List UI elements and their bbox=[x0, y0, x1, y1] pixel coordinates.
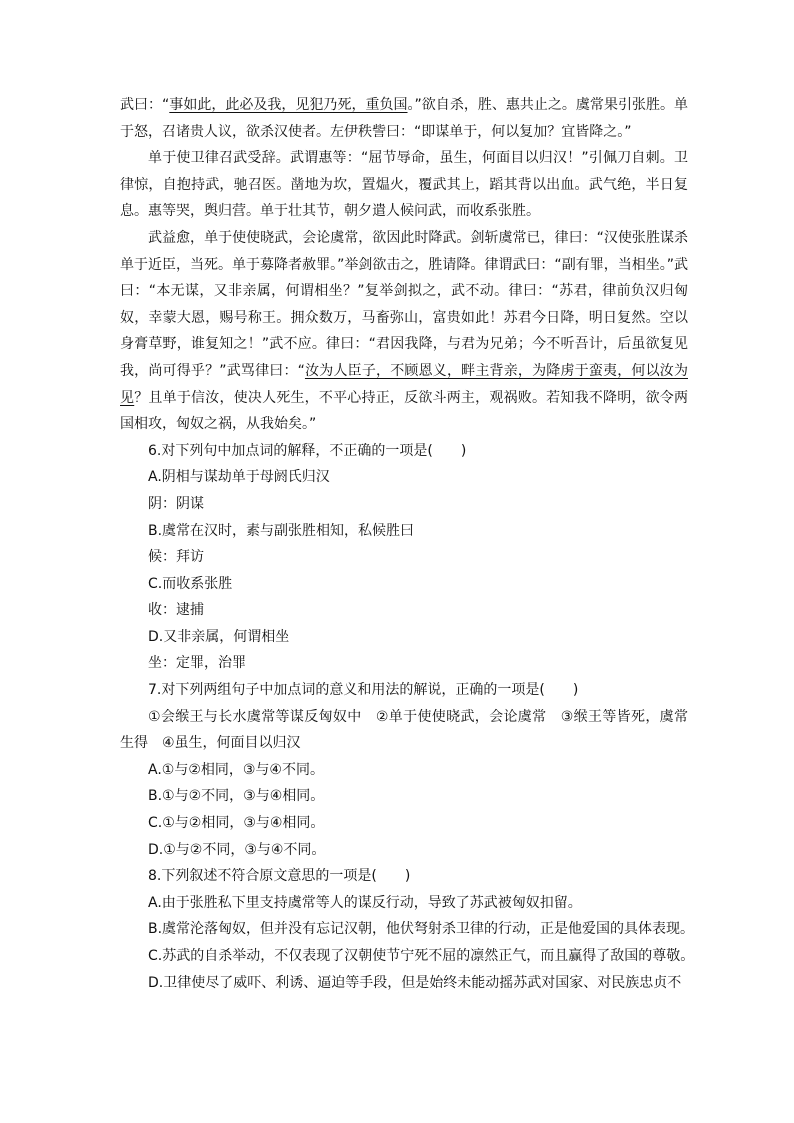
question-6-line: A.阴相与谋劫单于母阏氏归汉 bbox=[148, 469, 330, 486]
question-6-line: 阴：阴谋 bbox=[148, 495, 204, 512]
content-area bbox=[120, 92, 695, 996]
question-8-option-a: A.由于张胜私下里支持虞常等人的谋反行动，导致了苏武被匈奴扣留。 bbox=[148, 894, 582, 911]
question-8-option-b: B.虞常沦落匈奴，但并没有忘记汉朝，他伏弩射杀卫律的行动，正是他爱国的具体表现。 bbox=[148, 921, 695, 938]
passage-paragraph-3 bbox=[120, 225, 688, 438]
question-6-line: 候：拜访 bbox=[148, 549, 204, 566]
underlined-sentence: 汝为人臣子，不顾恩义，畔主背亲，为降虏于蛮夷，何以汝为见 bbox=[120, 362, 688, 406]
question-7-stem: 7.对下列两组句子中加点词的意义和用法的解说，正确的一项是( ) bbox=[148, 682, 579, 699]
question-6-line: C.而收系张胜 bbox=[148, 575, 233, 592]
question-6-line: D.又非亲属，何谓相坐 bbox=[148, 628, 290, 645]
question-8-option-c: C.苏武的自杀举动，不仅表现了汉朝使节宁死不屈的凛然正气，而且赢得了敌国的尊敬。 bbox=[148, 948, 695, 964]
segment: 武益愈，单于使使晓武，会论虞常，欲因此时降武。剑斩虞常已，律曰：“汉使张胜谋杀单于近臣，当死。单于募降者赦罪。”举剑欲击之，胜请降。律谓武曰：“副有罪，当相坐。”武曰：“本无谋，又非亲属，何谓相坐？”复举剑拟之，武不动。律曰：“苏君，律前负汉归匈奴，幸蒙大恩，赐号称王。拥众数万，马畜弥山，富贵如此！苏君今日降，明日复然。空以身膏草野，谁复知之！”武不应。律曰：“君因我降，与君为兄弟；今不听吾计，后虽欲复见我，尚可得乎？”武骂律曰：“ bbox=[120, 229, 688, 379]
question-8-stem: 8.下列叙述不符合原文意思的一项是( ) bbox=[148, 868, 411, 885]
question-8-option-d: D.卫律使尽了威吓、利诱、逼迫等手段，但是始终未能动摇苏武对国家、对民族忠贞不 bbox=[148, 974, 682, 991]
underlined-sentence: 事如此，此必及我，见犯乃死，重负国 bbox=[169, 97, 408, 113]
question-7-sentences: ①会缑王与长水虞常等谋反匈奴中 ②单于使使晓武，会论虞常 ③缑王等皆死，虞常生得 ④虽生，何面目以归汉 bbox=[120, 708, 688, 752]
passage-paragraph-1 bbox=[120, 92, 688, 145]
segment: 。”欲自杀，胜、惠共止之。虞常果引张胜。单于怒，召诸贵人议，欲杀汉使者。左伊秩訾曰：“即谋单于，何以复加？宜皆降之。” bbox=[120, 97, 688, 140]
segment: 武曰：“ bbox=[120, 97, 170, 113]
question-7-option-b: B.①与②不同，③与④相同。 bbox=[148, 788, 325, 805]
question-7-option-a: A.①与②相同，③与④不同。 bbox=[148, 761, 324, 778]
question-6-stem: 6.对下列句中加点词的解释，不正确的一项是( ) bbox=[148, 442, 467, 459]
question-7-option-d: D.①与②不同，③与④不同。 bbox=[148, 841, 326, 858]
question-6-line: B.虞常在汉时，素与副张胜相知，私候胜曰 bbox=[148, 522, 415, 539]
question-7-option-c: C.①与②相同，③与④相同。 bbox=[148, 815, 325, 832]
passage-paragraph-2: 单于使卫律召武受辞。武谓惠等：“屈节辱命，虽生，何面目以归汉！”引佩刀自刺。卫律惊，自抱持武，驰召医。凿地为坎，置煴火，覆武其上，蹈其背以出血。武气绝，半日复息。惠等哭，舆归营。单于壮其节，朝夕遣人候问武，而收系张胜。 bbox=[120, 150, 688, 220]
segment: ？且单于信汝，使决人死生，不平心持正，反欲斗两主，观祸败。若知我不降明，欲令两国相攻，匈奴之祸，从我始矣。” bbox=[120, 389, 689, 433]
question-6-line: 收：逮捕 bbox=[148, 602, 204, 619]
question-6-line: 坐：定罪，治罪 bbox=[148, 655, 246, 672]
